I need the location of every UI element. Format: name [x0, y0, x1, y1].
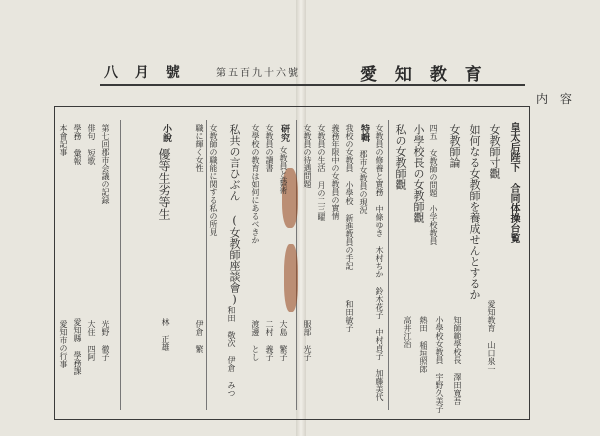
issue-month: 八 月 號 [104, 65, 186, 81]
contents-column: 義務年限中の女教員の實情 [331, 124, 340, 220]
contents-author: 和田敏子 [345, 300, 354, 332]
contents-author: 小學校女教員 宇野久美子 [435, 316, 444, 413]
contents-column: 女教員の修養と實務 中條ゆき 木村ちか 鈴木花子 中村貞子 加藤美代 [375, 124, 384, 401]
contents-column: 女教師論 [448, 124, 461, 168]
contents-author: 愛知縣 學務課 [73, 318, 82, 375]
contents-column: 女教師寸觀 [488, 124, 501, 179]
contents-column: 女教員の生活 月の二三曜 [317, 124, 326, 221]
contents-column: 女教員の待遇問題 [303, 124, 312, 188]
contents-column-heading: 皇太后陛下 合同体操台覧 [508, 122, 519, 243]
contents-author: 光野 徹子 [101, 320, 110, 361]
contents-author: 愛知教育 山口泉一 [487, 300, 496, 373]
contents-author: 和田 敬次 伊倉 みつ [227, 306, 236, 397]
contents-column: 如何なる女教師を養成せんとするか [468, 124, 481, 300]
contents-column: 女教師の職能に関する私の所見 [209, 124, 218, 236]
section-heading: 研究 [279, 124, 289, 142]
contents-column: 女教員と藝術 [279, 146, 288, 194]
contents-column: 職に輝く女性 [195, 124, 204, 172]
contents-author: 服部 光子 [303, 320, 312, 361]
contents-column: 第七回郡市会議の記録 [101, 124, 110, 204]
contents-author: 熱田 稲垣照郎 [419, 316, 428, 373]
section-heading: 小說 [161, 124, 171, 142]
contents-column: 私の女教師觀 [394, 124, 407, 190]
contents-column: 俳句 短歌 [87, 124, 96, 165]
contents-column: 私共の言ひぶん (女教師座談會) [228, 124, 241, 306]
contents-column: 女教員の讀書 [265, 124, 274, 172]
contents-column: 本會記事 [59, 124, 68, 156]
divider [206, 120, 207, 410]
contents-column: 學務 彙報 [73, 124, 82, 165]
contents-column: 四五 女教師の問題 小学校教員 [429, 124, 438, 245]
contents-column: 郡市女教員の現況 [359, 150, 368, 214]
contents-label: 内 容 [536, 92, 576, 106]
contents-column: 小學校長の女教師觀 [412, 124, 425, 223]
magazine-title: 愛 知 教 育 [360, 65, 488, 85]
contents-column: 我校の女教員 小學校 新進教員の手記 [345, 124, 354, 270]
divider [388, 120, 389, 410]
contents-author: 大住 四阿 [87, 320, 96, 361]
contents-author: 高井江治 [403, 316, 412, 348]
contents-author: 林 正雄 [161, 318, 170, 351]
paper-stain [284, 244, 298, 312]
issue-number: 第五百九十六號 [216, 68, 300, 79]
contents-author: 大島 繁子 [279, 320, 288, 361]
divider [120, 120, 121, 410]
contents-author: 二村 義子 [265, 320, 274, 361]
contents-author: 伊倉 繁 [195, 320, 204, 353]
section-heading: 特輯 [359, 124, 369, 142]
contents-author: 愛知市の行事 [59, 320, 68, 368]
contents-author: 渡邊 とし [251, 320, 260, 361]
contents-author: 知師範學校長 澤田寛吾 [453, 316, 462, 405]
contents-column: 優等生劣等生 [157, 148, 171, 220]
contents-column: 女學校の教育は如何にあるべきか [251, 124, 260, 244]
